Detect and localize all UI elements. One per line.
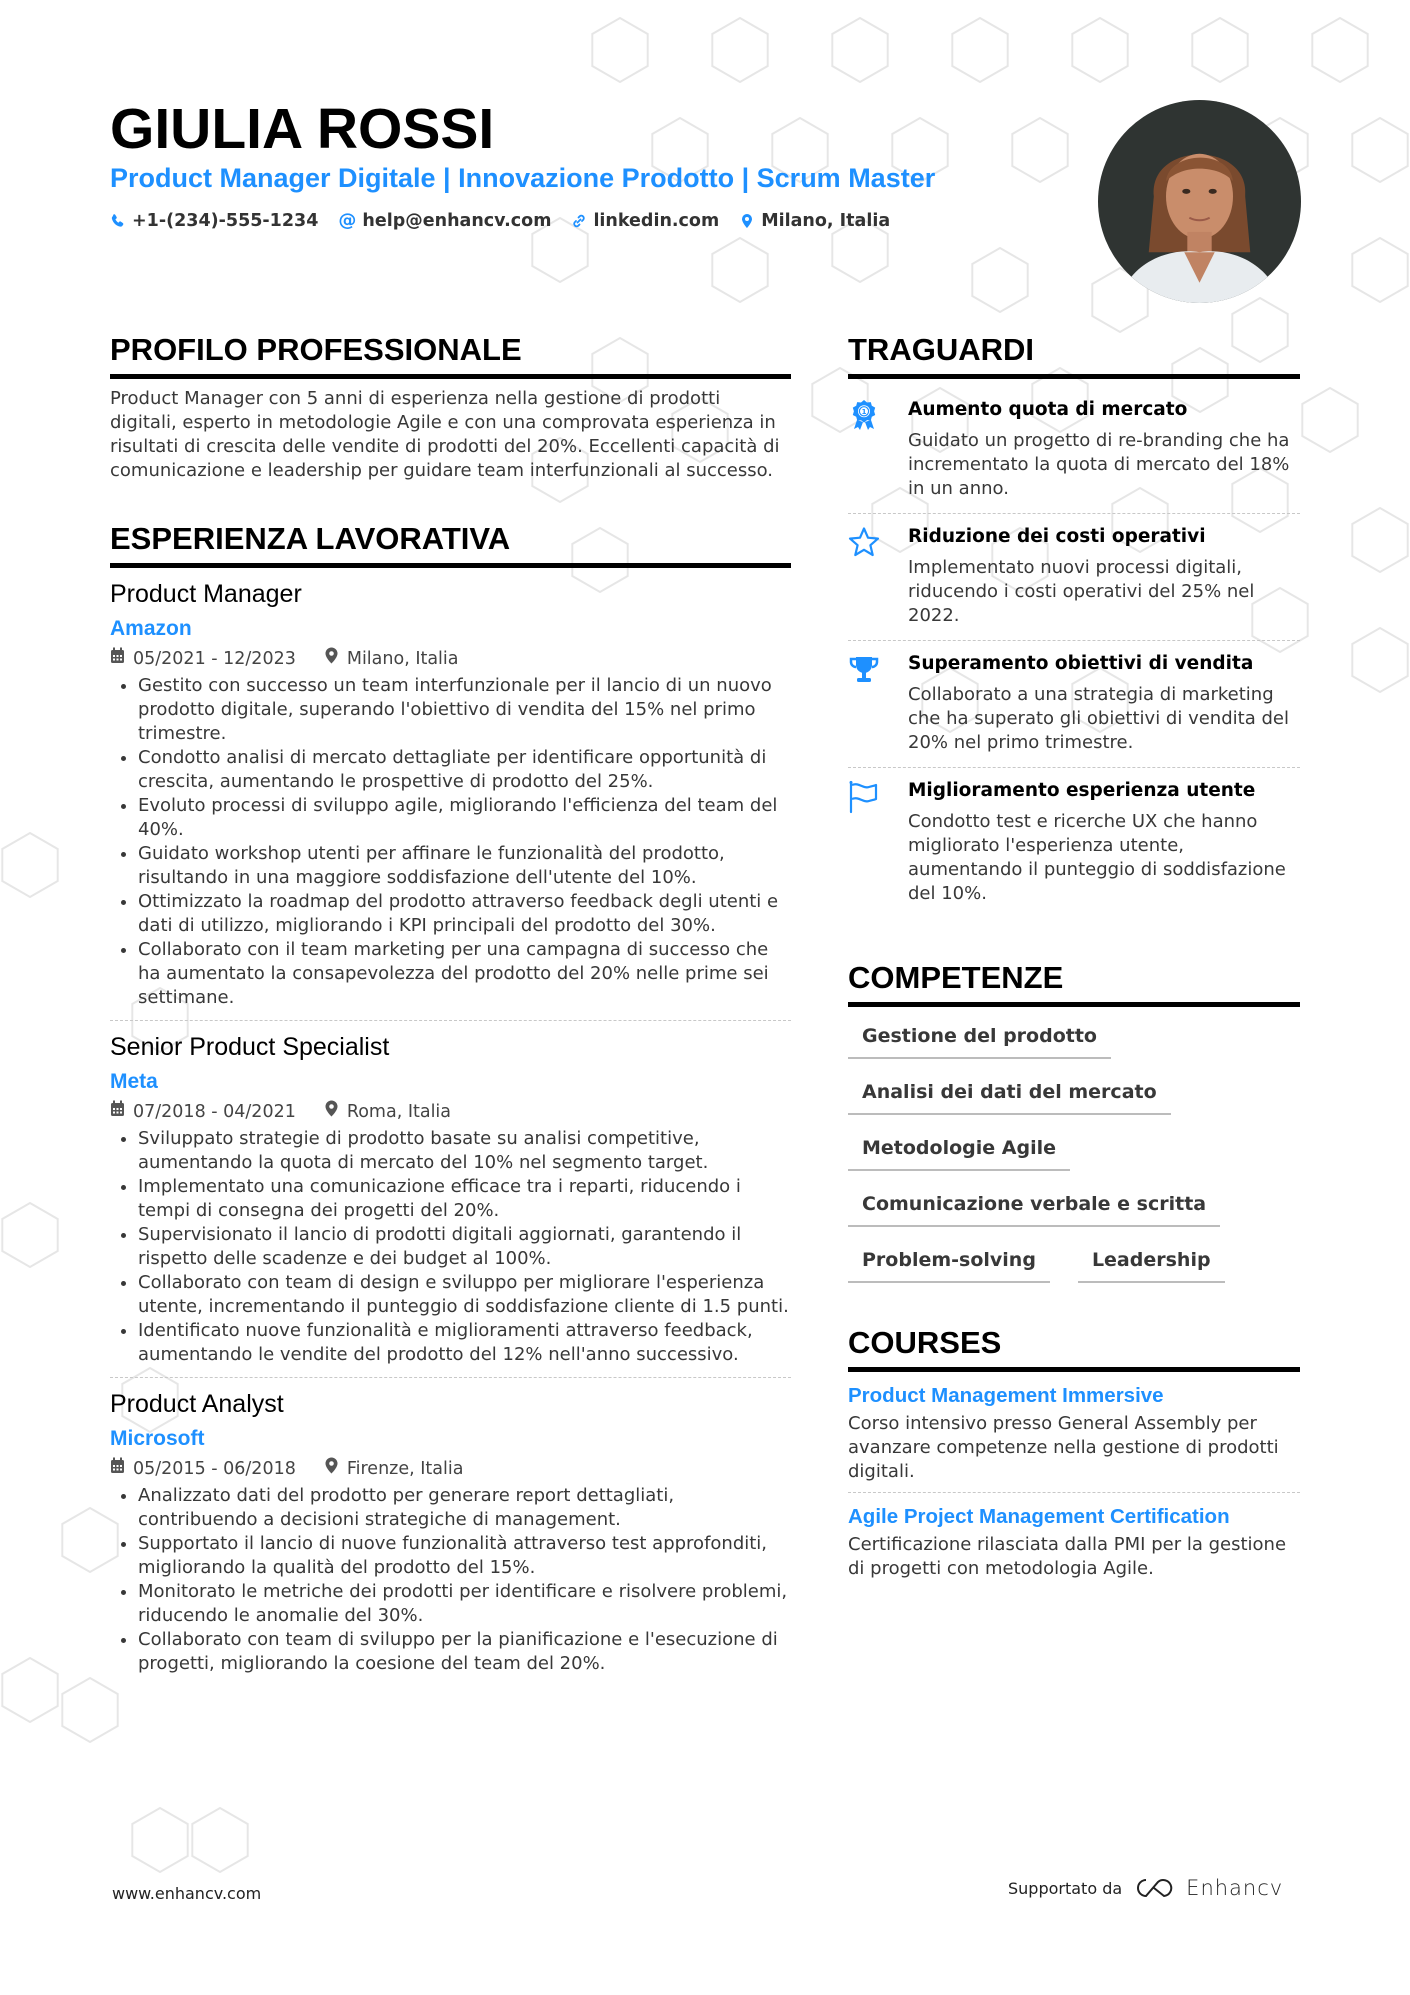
- linkedin-text: linkedin.com: [593, 211, 720, 231]
- location-pin-icon: [324, 1456, 339, 1482]
- job-location: [324, 646, 459, 672]
- profile-summary: Product Manager con 5 anni di esperienza nella gestione di prodotti digitali, esperto in metodologie Agile e con una comprovata esperienza in risultati di crescita delle vendite di prodotti del 20%. Eccellenti capacità di comunicazione e leadership per guidare team interfunzionali al successo.: [110, 388, 780, 481]
- experience-section: [110, 519, 791, 1686]
- bullet-item: • Gestito con successo un team interfunzionale per il lancio di un nuovo prodotto digitale, superando l'obiettivo di vendita del 15% nel primo trimestre.: [138, 674, 791, 746]
- achievement-item: [848, 387, 1300, 513]
- bullet-item: • Supervisionato il lancio di prodotti digitali aggiornati, garantendo il rispetto delle scadenze e dei budget al 100%.: [138, 1223, 791, 1271]
- company-name: Meta: [110, 1070, 158, 1093]
- skill-tag: Metodologie Agile: [848, 1133, 1070, 1171]
- calendar-icon: [110, 1456, 125, 1482]
- achievement-item: [848, 513, 1300, 640]
- job-bullets: [110, 1484, 791, 1676]
- achievements-section: [848, 330, 1300, 918]
- flag-icon: [848, 778, 908, 906]
- skills-section-title: COMPETENZE: [848, 958, 1300, 1007]
- bullet-item: • Implementato una comunicazione efficace tra i reparti, riducendo i tempi di consegna dei progetti del 20%.: [138, 1175, 791, 1223]
- bullet-item: • Evoluto processi di sviluppo agile, migliorando l'efficienza del team del 40%.: [138, 794, 791, 842]
- courses-section-title: COURSES: [848, 1323, 1300, 1372]
- course-title: Product Management Immersive: [848, 1384, 1164, 1407]
- email-text: help@enhancv.com: [362, 211, 552, 231]
- candidate-name: GIULIA ROSSI: [110, 97, 495, 161]
- skill-tag: Problem-solving: [848, 1245, 1050, 1283]
- bullet-item: • Collaborato con il team marketing per una campagna di successo che ha aumentato la consapevolezza del prodotto del 20% nelle prime sei settimane.: [138, 938, 791, 1010]
- achievement-title: Aumento quota di mercato: [908, 399, 1188, 420]
- location-text: Milano, Italia: [761, 211, 891, 231]
- bullet-item: • Analizzato dati del prodotto per generare report dettagliati, contribuendo a decisioni strategiche di management.: [138, 1484, 791, 1532]
- svg-text:1: 1: [861, 408, 867, 416]
- course-item: [848, 1372, 1300, 1492]
- bullet-item: • Monitorato le metriche dei prodotti per identificare e risolvere problemi, riducendo le anomalie del 30%.: [138, 1580, 791, 1628]
- enhancv-logo-icon: [1132, 1876, 1176, 1900]
- trophy-icon: [848, 651, 908, 755]
- location-text: Roma, Italia: [346, 1102, 452, 1122]
- bullet-item: • Guidato workshop utenti per affinare le funzionalità del prodotto, risultando in una maggiore soddisfazione dell'utente del 10%.: [138, 842, 791, 890]
- contact-email[interactable]: [338, 208, 551, 234]
- courses-section: [848, 1323, 1300, 1589]
- left-column: [110, 330, 791, 1686]
- job-meta: [110, 1456, 791, 1482]
- job-location: [324, 1099, 451, 1125]
- brand-name: Enhancv: [1186, 1876, 1284, 1900]
- location-pin-icon: [324, 1099, 339, 1125]
- course-title: Agile Project Management Certification: [848, 1505, 1230, 1528]
- bullet-item: • Collaborato con team di sviluppo per la pianificazione e l'esecuzione di progetti, migliorando la coesione del team del 20%.: [138, 1628, 791, 1676]
- phone-icon: [110, 213, 126, 229]
- achievement-body: [908, 397, 1300, 501]
- job-bullets: [110, 1127, 791, 1367]
- location-pin-icon: [739, 213, 755, 229]
- footer-website[interactable]: www.enhancv.com: [112, 1884, 262, 1903]
- skills-section: [848, 958, 1300, 1283]
- footer-powered-by: [1008, 1876, 1283, 1900]
- bullet-item: • Condotto analisi di mercato dettagliate per identificare opportunità di crescita, aumentando le prospettive di prodotto del 25%.: [138, 746, 791, 794]
- right-column: [848, 330, 1300, 1589]
- achievement-body: [908, 524, 1300, 628]
- calendar-icon: [110, 646, 125, 672]
- achievement-title: Superamento obiettivi di vendita: [908, 653, 1254, 674]
- headline: Product Manager Digitale | Innovazione Prodotto | Scrum Master: [110, 163, 936, 193]
- skill-tag: Gestione del prodotto: [848, 1021, 1111, 1059]
- job-dates: [110, 1456, 296, 1482]
- dates-text: 05/2021 - 12/2023: [133, 649, 296, 669]
- bullet-item: • Sviluppato strategie di prodotto basate su analisi competitive, aumentando la quota di mercato del 10% nel segmento target.: [138, 1127, 791, 1175]
- profile-section: [110, 330, 791, 483]
- job-dates: [110, 1099, 296, 1125]
- profile-photo: [1098, 100, 1301, 303]
- calendar-icon: [110, 1099, 125, 1125]
- job-dates: [110, 646, 296, 672]
- experience-section-title: ESPERIENZA LAVORATIVA: [110, 519, 791, 568]
- phone-text: +1-(234)-555-1234: [132, 211, 319, 231]
- link-icon: [571, 213, 587, 229]
- company-name: Microsoft: [110, 1427, 205, 1450]
- job-entry: [110, 1020, 791, 1377]
- skill-tag: Analisi dei dati del mercato: [848, 1077, 1171, 1115]
- profile-section-title: PROFILO PROFESSIONALE: [110, 330, 791, 379]
- job-title: Product Analyst: [110, 1390, 284, 1418]
- achievement-item: [848, 767, 1300, 918]
- bullet-item: • Ottimizzato la roadmap del prodotto attraverso feedback degli utenti e dati di utilizzo, migliorando i KPI principali del prodotto del 30%.: [138, 890, 791, 938]
- powered-by-label: Supportato da: [1008, 1878, 1123, 1898]
- job-entry: [110, 1377, 791, 1686]
- achievement-description: Condotto test e ricerche UX che hanno migliorato l'esperienza utente, aumentando il punteggio di soddisfazione del 10%.: [908, 811, 1286, 904]
- achievements-section-title: TRAGUARDI: [848, 330, 1300, 379]
- company-name: Amazon: [110, 617, 192, 640]
- contact-phone[interactable]: [110, 208, 318, 234]
- at-icon: @: [338, 210, 357, 231]
- course-description: Certificazione rilasciata dalla PMI per la gestione di progetti con metodologia Agile.: [848, 1534, 1287, 1579]
- contact-linkedin[interactable]: [571, 208, 719, 234]
- course-description: Corso intensivo presso General Assembly per avanzare competenze nella gestione di prodotti digitali.: [848, 1413, 1279, 1482]
- job-bullets: [110, 674, 791, 1010]
- job-location: [324, 1456, 464, 1482]
- location-text: Milano, Italia: [346, 649, 459, 669]
- bullet-item: • Identificato nuove funzionalità e miglioramenti attraverso feedback, aumentando le vendite del prodotto del 12% nell'anno successivo.: [138, 1319, 791, 1367]
- achievement-title: Miglioramento esperienza utente: [908, 780, 1256, 801]
- job-entry: [110, 568, 791, 1020]
- bullet-item: • Supportato il lancio di nuove funzionalità attraverso test approfonditi, migliorando la qualità del prodotto del 15%.: [138, 1532, 791, 1580]
- achievement-body: [908, 778, 1300, 906]
- bullet-item: • Collaborato con team di design e sviluppo per migliorare l'esperienza utente, incrementando il punteggio di soddisfazione cliente di 1.5 punti.: [138, 1271, 791, 1319]
- job-meta: [110, 646, 791, 672]
- location-pin-icon: [324, 646, 339, 672]
- award-ribbon-icon: [848, 397, 908, 501]
- achievement-description: Implementato nuovi processi digitali, riducendo i costi operativi del 25% nel 2022.: [908, 557, 1255, 626]
- achievement-body: [908, 651, 1300, 755]
- job-meta: [110, 1099, 791, 1125]
- course-item: [848, 1492, 1300, 1589]
- job-title: Product Manager: [110, 580, 302, 608]
- skill-tag: Leadership: [1078, 1245, 1225, 1283]
- achievement-title: Riduzione dei costi operativi: [908, 526, 1206, 547]
- achievement-description: Guidato un progetto di re-branding che ha incrementato la quota di mercato del 18% in un anno.: [908, 430, 1290, 499]
- achievement-description: Collaborato a una strategia di marketing che ha superato gli obiettivi di vendita del 20% nel primo trimestre.: [908, 684, 1289, 753]
- contact-location: [739, 208, 890, 234]
- job-title: Senior Product Specialist: [110, 1033, 390, 1061]
- location-text: Firenze, Italia: [346, 1459, 464, 1479]
- contact-bar: [110, 208, 890, 234]
- dates-text: 07/2018 - 04/2021: [133, 1102, 296, 1122]
- skill-tag: Comunicazione verbale e scritta: [848, 1189, 1220, 1227]
- dates-text: 05/2015 - 06/2018: [133, 1459, 296, 1479]
- achievement-item: [848, 640, 1300, 767]
- star-icon: [848, 524, 908, 628]
